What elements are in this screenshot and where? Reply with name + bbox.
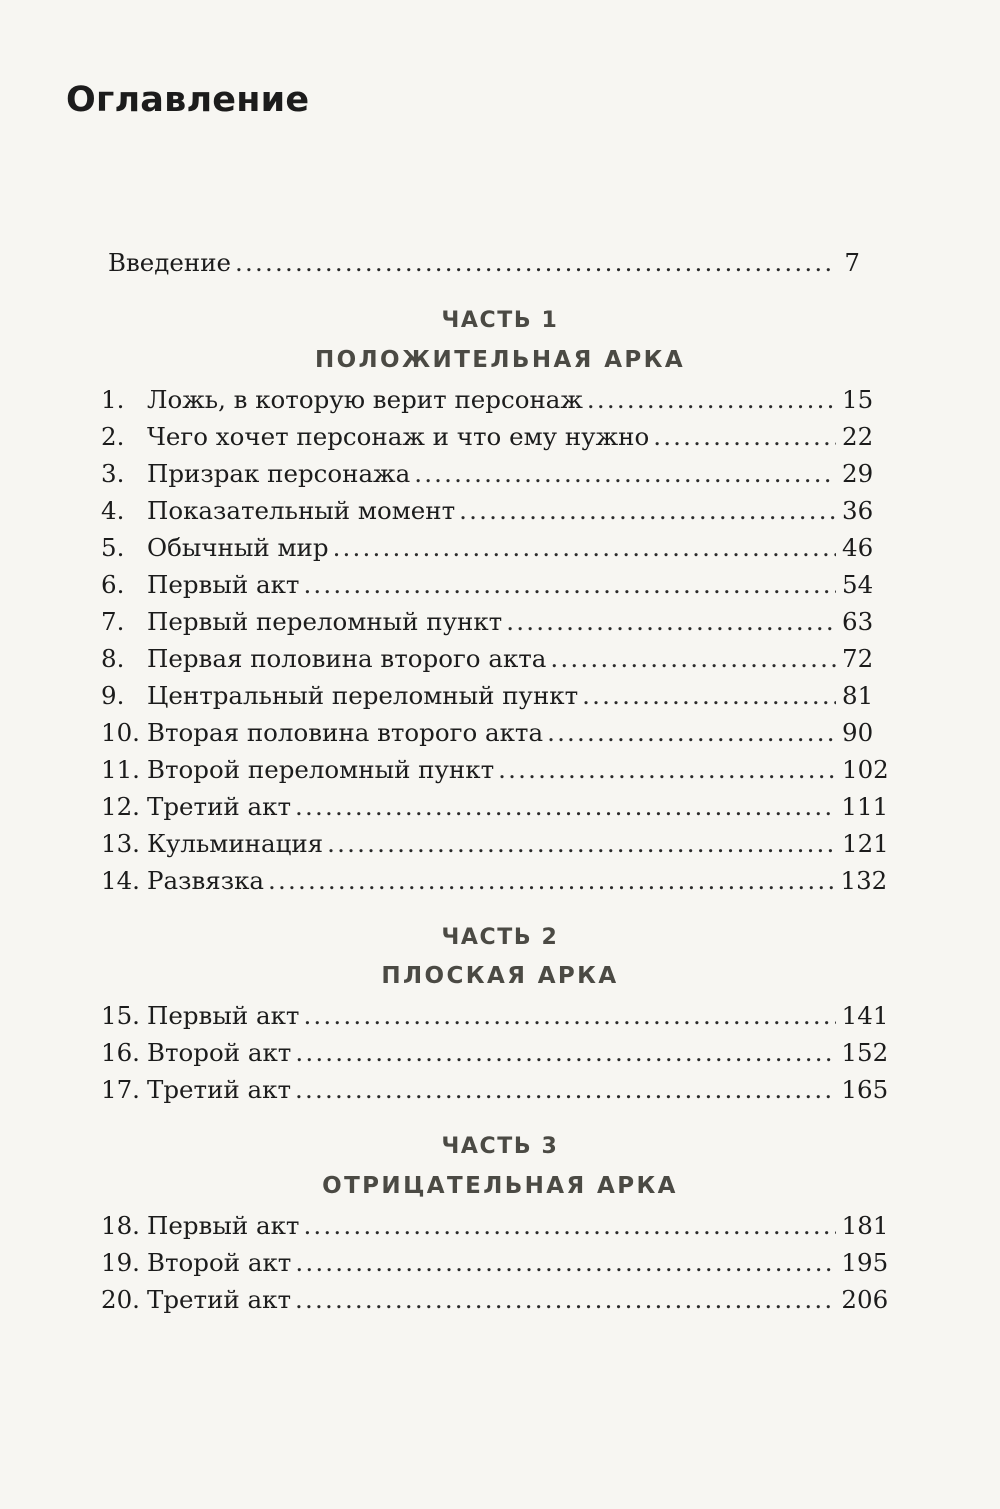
- dot-leader: [498, 755, 836, 784]
- entry-page: 102: [842, 755, 889, 784]
- entry-page: 15: [842, 385, 874, 414]
- entry-title: Показательный момент: [147, 496, 456, 525]
- entry-number: 13.: [101, 829, 140, 858]
- entry-title: Первый акт: [147, 1211, 300, 1240]
- entry-title: Второй акт: [147, 1248, 292, 1277]
- entry-title: Первый переломный пункт: [147, 607, 503, 636]
- dot-leader: [303, 570, 836, 599]
- dot-leader: [582, 681, 836, 710]
- toc-entry[interactable]: [101, 866, 888, 906]
- entry-title: Чего хочет персонаж и что ему нужно: [147, 422, 650, 451]
- part-3-name: ОТРИЦАТЕЛЬНАЯ АРКА: [322, 1173, 678, 1199]
- entry-title: Третий акт: [147, 792, 291, 821]
- entry-page: 121: [842, 829, 889, 858]
- entry-page: 36: [842, 496, 874, 525]
- toc-entry[interactable]: [101, 422, 874, 462]
- toc-entry[interactable]: [101, 792, 889, 832]
- entry-number: 1.: [101, 385, 125, 414]
- entry-number: 11.: [101, 755, 140, 784]
- entry-number: 16.: [101, 1038, 140, 1067]
- dot-leader: [303, 1211, 835, 1240]
- entry-page: 206: [841, 1285, 889, 1314]
- toc-entry[interactable]: [101, 459, 874, 499]
- entry-title: Введение: [108, 248, 232, 277]
- entry-page: 141: [841, 1001, 889, 1030]
- part-1-label: ЧАСТЬ 1: [441, 308, 559, 333]
- toc-entry[interactable]: [101, 829, 889, 869]
- toc-entry[interactable]: [101, 681, 874, 721]
- part-2-name: ПЛОСКАЯ АРКА: [381, 963, 619, 989]
- dot-leader: [295, 1038, 835, 1067]
- dot-leader: [414, 459, 836, 488]
- toc-entry[interactable]: [101, 718, 874, 758]
- dot-leader: [459, 496, 836, 525]
- entry-number: 2.: [101, 422, 125, 451]
- entry-number: 6.: [101, 570, 125, 599]
- toc-entry[interactable]: [101, 570, 874, 610]
- dot-leader: [653, 422, 836, 451]
- toc-entry[interactable]: [101, 755, 889, 795]
- entry-title: Центральный переломный пункт: [147, 681, 579, 710]
- toc-entry[interactable]: [101, 1285, 889, 1325]
- dot-leader: [587, 385, 836, 414]
- entry-page: 111: [841, 792, 889, 821]
- toc-entry[interactable]: [101, 607, 874, 647]
- entry-title: Второй переломный пункт: [147, 755, 495, 784]
- dot-leader: [268, 866, 835, 895]
- dot-leader: [235, 248, 836, 277]
- toc-entry[interactable]: [101, 533, 874, 573]
- entry-title: Третий акт: [147, 1075, 291, 1104]
- entry-page: 54: [842, 570, 874, 599]
- page-title: Оглавление: [66, 80, 310, 120]
- entry-title: Призрак персонажа: [147, 459, 411, 488]
- entry-number: 19.: [101, 1248, 140, 1277]
- dot-leader: [327, 829, 836, 858]
- toc-entry[interactable]: [101, 1001, 889, 1041]
- entry-page: 132: [840, 866, 888, 895]
- part-1-name: ПОЛОЖИТЕЛЬНАЯ АРКА: [314, 347, 686, 373]
- entry-title: Первая половина второго акта: [147, 644, 547, 673]
- toc-entry[interactable]: [101, 1038, 889, 1078]
- dot-leader: [303, 1001, 835, 1030]
- entry-page: 22: [842, 422, 874, 451]
- entry-number: 3.: [101, 459, 125, 488]
- entry-page: 165: [841, 1075, 889, 1104]
- entry-title: Третий акт: [147, 1285, 291, 1314]
- entry-title: Первый акт: [147, 1001, 300, 1030]
- toc-entry[interactable]: [101, 385, 874, 425]
- entry-number: 7.: [101, 607, 125, 636]
- entry-number: 4.: [101, 496, 125, 525]
- entry-title: Второй акт: [147, 1038, 292, 1067]
- toc-entry[interactable]: [101, 644, 874, 684]
- entry-number: 9.: [101, 681, 125, 710]
- entry-title: Развязка: [147, 866, 264, 895]
- entry-page: 90: [842, 718, 874, 747]
- entry-page: 181: [841, 1211, 889, 1240]
- part-3-label: ЧАСТЬ 3: [441, 1134, 559, 1159]
- entry-page: 46: [842, 533, 874, 562]
- entry-page: 72: [842, 644, 874, 673]
- entry-page: 63: [842, 607, 874, 636]
- entry-number: 17.: [101, 1075, 140, 1104]
- entry-number: 5.: [101, 533, 125, 562]
- part-2-label: ЧАСТЬ 2: [441, 925, 559, 950]
- entry-title: Обычный мир: [147, 533, 329, 562]
- entry-page: 29: [842, 459, 874, 488]
- dot-leader: [295, 1285, 835, 1314]
- entry-number: 18.: [101, 1211, 140, 1240]
- entry-title: Вторая половина второго акта: [147, 718, 544, 747]
- entry-page: 152: [841, 1038, 889, 1067]
- entry-number: 12.: [101, 792, 140, 821]
- entry-title: Ложь, в которую верит персонаж: [147, 385, 583, 414]
- entry-page: 7: [844, 248, 860, 277]
- dot-leader: [550, 644, 836, 673]
- dot-leader: [547, 718, 836, 747]
- dot-leader: [333, 533, 836, 562]
- dot-leader: [295, 1248, 835, 1277]
- toc-entry[interactable]: [101, 1211, 889, 1251]
- entry-number: 8.: [101, 644, 125, 673]
- entry-page: 195: [841, 1248, 889, 1277]
- toc-entry-intro[interactable]: [108, 248, 860, 288]
- toc-entry[interactable]: [101, 1248, 889, 1288]
- dot-leader: [295, 1075, 835, 1104]
- toc-entry[interactable]: [101, 1075, 889, 1115]
- dot-leader: [506, 607, 836, 636]
- dot-leader: [295, 792, 835, 821]
- entry-number: 15.: [101, 1001, 140, 1030]
- entry-title: Кульминация: [147, 829, 324, 858]
- entry-number: 10.: [101, 718, 140, 747]
- entry-title: Первый акт: [147, 570, 300, 599]
- entry-number: 20.: [101, 1285, 140, 1314]
- entry-page: 81: [842, 681, 874, 710]
- entry-number: 14.: [101, 866, 140, 895]
- toc-entry[interactable]: [101, 496, 874, 536]
